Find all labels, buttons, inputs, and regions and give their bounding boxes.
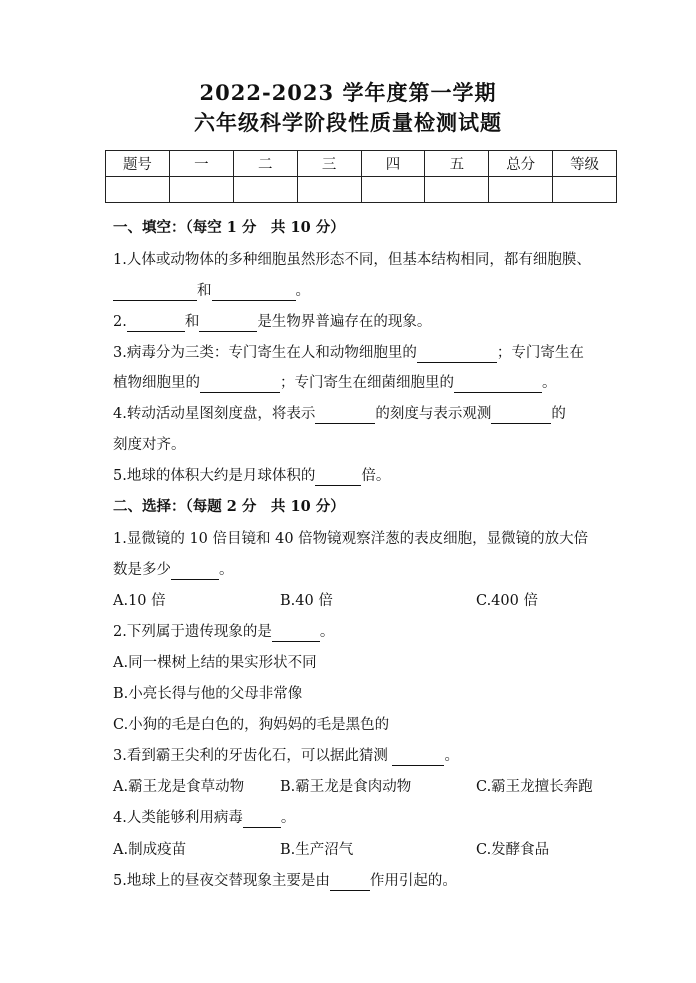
answer-blank[interactable] bbox=[491, 407, 551, 424]
s2-q2-end: 。 bbox=[319, 624, 335, 640]
s1-q3-end: 。 bbox=[542, 375, 557, 391]
s2-q1-line1: 1.显微镜的 10 倍目镜和 40 倍物镜观察洋葱的表皮细胞，显微镜的放大倍 bbox=[113, 531, 589, 547]
s2-q5-end: 作用引起的。 bbox=[369, 873, 457, 889]
option-a[interactable]: A.同一棵树上结的果实形状不同 bbox=[113, 655, 317, 671]
answer-blank[interactable] bbox=[417, 346, 497, 363]
s2-q3-text: 3.看到霸王尖利的牙齿化石，可以据此猜测 bbox=[113, 748, 388, 764]
option-b[interactable]: B.40 倍 bbox=[280, 593, 333, 609]
s2-q5-text: 5.地球上的昼夜交替现象主要是由 bbox=[113, 873, 330, 889]
answer-blank[interactable] bbox=[113, 284, 197, 301]
s1-q3-text: 3.病毒分为三类：专门寄生在人和动物细胞里的 bbox=[113, 345, 417, 361]
s2-q1-end: 。 bbox=[219, 562, 234, 578]
option-c[interactable]: C.小狗的毛是白色的，狗妈妈的毛是黑色的 bbox=[113, 717, 390, 733]
s2-q3-end: 。 bbox=[444, 748, 459, 764]
s1-q1-line1: 1.人体或动物体的多种细胞虽然形态不同，但基本结构相同，都有细胞膜、 bbox=[113, 252, 591, 268]
score-header-cell: 题号 bbox=[106, 151, 170, 177]
section2-heading: 二、选择：（每题 2 分 共 10 分） bbox=[113, 498, 345, 515]
s1-q3-line1 bbox=[113, 343, 584, 363]
s2-q4-line bbox=[113, 808, 295, 828]
s2-q1-text: 数是多少 bbox=[113, 562, 171, 578]
score-cell bbox=[489, 177, 553, 203]
answer-blank[interactable] bbox=[243, 811, 281, 828]
answer-blank[interactable] bbox=[315, 469, 361, 486]
score-table-header-row bbox=[106, 151, 617, 177]
s1-q4-text3: 的 bbox=[551, 406, 566, 422]
option-a[interactable]: A.霸王龙是食草动物 bbox=[113, 779, 245, 795]
s1-q2-number: 2. bbox=[113, 314, 127, 330]
s1-q2-line bbox=[113, 312, 431, 332]
s1-q1-end: 。 bbox=[295, 283, 310, 299]
score-cell bbox=[553, 177, 617, 203]
s2-q2-text: 2.下列属于遗传现象的是 bbox=[113, 624, 272, 640]
option-c[interactable]: C.霸王龙擅长奔跑 bbox=[476, 779, 593, 795]
score-header-cell: 五 bbox=[425, 151, 489, 177]
option-a[interactable]: A.10 倍 bbox=[113, 593, 166, 609]
s2-q2-line bbox=[113, 622, 334, 642]
score-header-cell: 总分 bbox=[489, 151, 553, 177]
answer-blank[interactable] bbox=[199, 315, 257, 332]
s1-q3-text3: ；专门寄生在细菌细胞里的 bbox=[280, 375, 454, 391]
score-table-blank-row bbox=[106, 177, 617, 203]
score-cell bbox=[106, 177, 170, 203]
s1-q5-end: 倍。 bbox=[361, 468, 391, 484]
score-header-cell: 等级 bbox=[553, 151, 617, 177]
exam-title-subject: 六年级科学阶段性质量检测试题 bbox=[194, 110, 502, 135]
answer-blank[interactable] bbox=[127, 315, 185, 332]
s2-q4-text: 4.人类能够利用病毒 bbox=[113, 810, 243, 826]
s1-q4-text: 4.转动活动星图刻度盘，将表示 bbox=[113, 406, 316, 422]
score-header-cell: 一 bbox=[169, 151, 233, 177]
answer-blank[interactable] bbox=[171, 563, 219, 580]
answer-blank[interactable] bbox=[454, 376, 542, 393]
s1-q2-end: 是生物界普遍存在的现象。 bbox=[257, 314, 432, 330]
option-c[interactable]: C.400 倍 bbox=[476, 593, 538, 609]
answer-blank[interactable] bbox=[200, 376, 280, 393]
answer-blank[interactable] bbox=[330, 874, 370, 891]
answer-blank[interactable] bbox=[272, 625, 320, 642]
score-table bbox=[105, 150, 617, 203]
score-header-cell: 二 bbox=[233, 151, 297, 177]
s1-q4-text2: 的刻度与表示观测 bbox=[375, 406, 492, 422]
s1-q3-text2: 植物细胞里的 bbox=[113, 375, 200, 391]
s1-q3-text-end: ；专门寄生在 bbox=[496, 345, 584, 361]
score-cell bbox=[361, 177, 425, 203]
s1-q4-line2: 刻度对齐。 bbox=[113, 437, 186, 453]
s1-q4-line1 bbox=[113, 404, 566, 424]
section1-heading: 一、填空：（每空 1 分 共 10 分） bbox=[113, 219, 345, 236]
answer-blank[interactable] bbox=[212, 284, 296, 301]
s2-q3-line bbox=[113, 746, 459, 766]
score-header-cell: 三 bbox=[297, 151, 361, 177]
s1-q5-text: 5.地球的体积大约是月球体积的 bbox=[113, 468, 316, 484]
s1-q2-and: 和 bbox=[184, 314, 200, 330]
option-c[interactable]: C.发酵食品 bbox=[476, 842, 550, 858]
score-cell bbox=[169, 177, 233, 203]
option-a[interactable]: A.制成疫苗 bbox=[113, 842, 187, 858]
score-cell bbox=[297, 177, 361, 203]
s1-q5-line bbox=[113, 466, 390, 486]
s2-q5-line bbox=[113, 871, 457, 891]
answer-blank[interactable] bbox=[392, 749, 444, 766]
s2-q4-end: 。 bbox=[280, 810, 296, 826]
s2-q1-line2 bbox=[113, 560, 234, 580]
score-header-cell: 四 bbox=[361, 151, 425, 177]
option-b[interactable]: B.小亮长得与他的父母非常像 bbox=[113, 686, 303, 702]
option-b[interactable]: B.生产沼气 bbox=[280, 842, 354, 858]
score-cell bbox=[233, 177, 297, 203]
s1-q1-line2 bbox=[113, 281, 310, 301]
s1-q3-line2 bbox=[113, 373, 557, 393]
answer-blank[interactable] bbox=[315, 407, 375, 424]
s1-q1-and: 和 bbox=[197, 283, 212, 299]
exam-title-term: 2022-2023 学年度第一学期 bbox=[199, 80, 497, 105]
score-cell bbox=[425, 177, 489, 203]
option-b[interactable]: B.霸王龙是食肉动物 bbox=[280, 779, 412, 795]
